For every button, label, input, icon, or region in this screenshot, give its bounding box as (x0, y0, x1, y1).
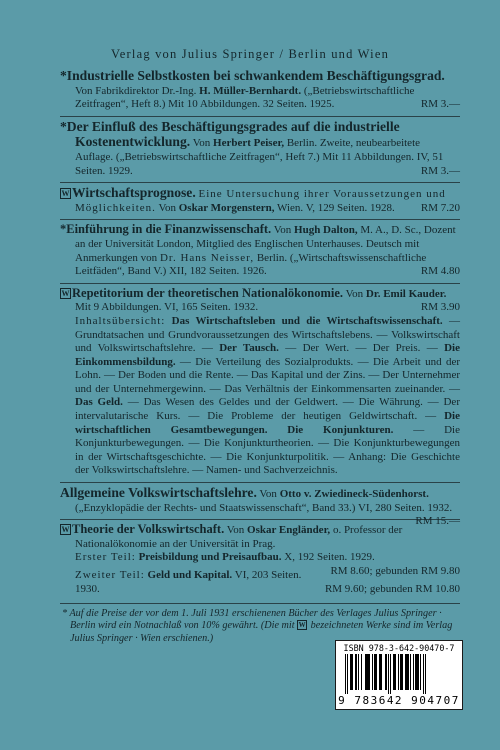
vienna-mark-icon: W (61, 189, 70, 199)
book-author: H. Müller-Bernhardt. (199, 84, 302, 97)
part-details: VI, 203 Seiten. 1930. (75, 569, 302, 595)
barcode-bars (344, 654, 454, 694)
barcode-bar (345, 654, 346, 694)
book-title: Wirtschaftsprognose. (72, 185, 196, 201)
book-title: Theorie der Volkswirtschaft. (72, 522, 225, 537)
author-prefix: Von (345, 287, 364, 300)
author-prefix: Von (226, 524, 245, 537)
barcode-bar (395, 654, 396, 690)
book-price: RM 3.— (420, 98, 460, 111)
isbn-barcode (335, 640, 463, 710)
book-price: RM 3.— (420, 164, 460, 177)
toc-item: Das Wirtschaftsleben und die Wirtschaftswissenschaft. (171, 314, 443, 327)
part-price: RM 9.60; gebunden RM 10.80 (324, 582, 460, 595)
barcode-bar (385, 654, 387, 690)
author-prefix: Von (158, 201, 176, 214)
barcode-bar (390, 654, 391, 694)
barcode-bar (365, 654, 367, 690)
book-details: Berlin. Zweite, neubearbeitete Auflage. („Betriebswirtschaftliche Zeitfragen“, Heft 7.) Mit 11 Abbildungen. IV, 51 Seiten. 1929. (75, 137, 444, 177)
barcode-bar (381, 654, 382, 690)
toc-item: Der Tausch. (219, 342, 279, 355)
part-title: Preisbildung und Preisaufbau. (138, 551, 282, 564)
barcode-bar (352, 654, 353, 690)
barcode-bar (420, 654, 421, 690)
barcode-bar (393, 654, 395, 690)
book-subtitle: Eine Untersuchung ihrer Voraussetzungen und Möglichkeiten. (75, 188, 446, 214)
barcode-bar (407, 654, 409, 690)
book-price: RM 15.— (415, 515, 460, 528)
barcode-bar (379, 654, 381, 690)
author-prefix: Von (273, 224, 292, 237)
vienna-mark-icon: W (61, 525, 70, 535)
book-details: M. A., D. Sc., Dozent an der Universität London, Mitglied des Englischen Unterhauses. Deutsch mit Anmerkungen von (75, 224, 456, 264)
vienna-mark-icon: W (298, 621, 306, 630)
vienna-mark-icon: W (61, 288, 70, 298)
part-title: Geld und Kapital. (147, 569, 233, 581)
book-details: o. Professor der Nationalökonomie an der Universität in Prag. (75, 524, 403, 550)
book-details: Mit 9 Abbildungen. VI, 165 Seiten. 1932. (75, 301, 259, 314)
barcode-bar (372, 654, 373, 690)
book-title: Repetitorium der theoretischen Nationalökonomie. (72, 285, 344, 300)
barcode-bar (350, 654, 352, 690)
book-translator: Dr. Hans Neisser, (159, 251, 255, 264)
publisher-header: Verlag von Julius Springer / Berlin und Wien (110, 47, 390, 61)
barcode-bar (374, 654, 376, 690)
barcode-bar (413, 654, 414, 690)
book-details-2: Berlin. („Wirtschaftswissenschaftliche Leitfäden“, Band V.) XII, 182 Seiten. 1926. (75, 251, 427, 278)
toc-item: Die wirtschaftlichen Gesamtbewegungen. Die Konjunkturen. (75, 410, 460, 436)
barcode-bar (369, 654, 370, 690)
book-price: RM 3.90 (420, 301, 460, 314)
footnote-text: * Auf die Preise der vor dem 1. Juli 1931 erschienenen Bücher des Verlages Julius Springer · Berlin wird ein Notnachlaß von 10% gewährt. (Die mit (62, 608, 442, 632)
book-title: *Der Einfluß des Beschäftigungsgrades auf die industrielle Kostenentwicklung. (60, 118, 400, 150)
barcode-bar (355, 654, 357, 690)
footnote-text-end: bezeichneten Werke sind im Verlag Julius Springer · Wien erschienen.) (70, 620, 453, 644)
part-details: X, 192 Seiten. 1929. (284, 551, 375, 564)
book-entry (60, 519, 460, 600)
toc-label: Inhaltsübersicht: (75, 314, 166, 327)
book-author: Dr. Emil Kauder. (365, 287, 447, 300)
book-author: Oskar Morgenstern, (178, 201, 275, 214)
book-title: Allgemeine Volkswirtschaftslehre. (60, 485, 257, 501)
barcode-bar (388, 654, 389, 694)
barcode-bar (423, 654, 424, 694)
toc-item: — Das Wesen des Geldes und der Geldwert. — Die Währung. — Der intervalutarische Kurs. — Die Probleme der heutigen Geldwirtschaft. — (75, 396, 460, 423)
author-prefix: Von (259, 488, 277, 501)
barcode-bar (410, 654, 411, 690)
isbn-text: ISBN 978-3-642-90470-7 (343, 643, 455, 653)
book-entry (60, 116, 460, 182)
book-author: Oskar Engländer, (247, 524, 331, 537)
book-entry (60, 482, 460, 528)
ean-number: 9 783642 904707 (338, 694, 460, 707)
book-price: RM 7.20 (420, 201, 460, 214)
book-list (60, 66, 460, 645)
author-prefix: Von (192, 137, 211, 150)
barcode-bar (358, 654, 359, 690)
book-details: („Betriebswirtschaftliche Zeitfragen“, Heft 8.) Mit 10 Abbildungen. 32 Seiten. 1925. (75, 84, 415, 111)
book-author: Otto v. Zwiedineck-Südenhorst. (279, 488, 429, 501)
footnote (60, 603, 460, 645)
barcode-bar (415, 654, 417, 690)
part-label: Erster Teil: (75, 551, 136, 564)
barcode-bar (398, 654, 399, 690)
author-prefix: Von Fabrikdirektor Dr.-Ing. (75, 84, 197, 97)
book-title: *Industrielle Selbstkosten bei schwankendem Beschäftigungsgrad. (60, 68, 445, 83)
toc-item: — Der Wert. — Der Preis. — (278, 342, 445, 355)
toc-item: — Die Konjunkturbewegungen. — Die Konjunkturtheorien. — Die Konjunkturbewegungen in der Wirtschaftsgeschichte. — Die Konjunkturpolitik. — Anhang: Die Geschichte der Volkswirtschaftslehre. — Namen- und Sachverzeichnis. (75, 423, 460, 477)
book-price: RM 4.80 (420, 265, 460, 278)
barcode-bar (417, 654, 419, 690)
book-details: Wien. V, 129 Seiten. 1928. (277, 201, 395, 214)
part-label: Zweiter Teil: (75, 569, 145, 581)
book-entry (60, 283, 460, 482)
toc-item: — Die Verteilung des Sozialprodukts. — Die Arbeit und der Lohn. — Der Boden und die Rente. — Das Kapital und der Zins. — Der Unternehmer und der Unternehmergewinn. — Das Verhältnis der Einkommensarten zueinander. — (75, 355, 460, 395)
book-entry (60, 182, 460, 219)
barcode-bar (361, 654, 362, 690)
book-entry (60, 66, 460, 116)
barcode-bar (347, 654, 348, 694)
toc-item: Die Einkommensbildung. (75, 342, 460, 368)
barcode-bar (400, 654, 402, 690)
book-author: Hugh Dalton, (294, 224, 358, 237)
toc-item: Das Geld. (75, 396, 123, 409)
book-title: *Einführung in die Finanzwissenschaft. (60, 222, 272, 237)
barcode-bar (425, 654, 426, 694)
barcode-bar (405, 654, 407, 690)
barcode-bar (376, 654, 377, 690)
book-entry (60, 219, 460, 282)
barcode-bar (367, 654, 369, 690)
table-of-contents (60, 315, 460, 478)
toc-item: — Grundtatsachen und Grundvoraussetzungen des Wirtschaftslebens. — Volkswirtschaft und Volkswirtschaftslehre. — (75, 314, 460, 355)
part-price: RM 8.60; gebunden RM 9.80 (330, 565, 460, 577)
book-details: („Enzyklopädie der Rechts- und Staatswissenschaft“, Band 33.) VI, 280 Seiten. 1932. (75, 501, 453, 514)
book-author: Herbert Peiser, (213, 137, 285, 150)
barcode-bar (402, 654, 403, 690)
